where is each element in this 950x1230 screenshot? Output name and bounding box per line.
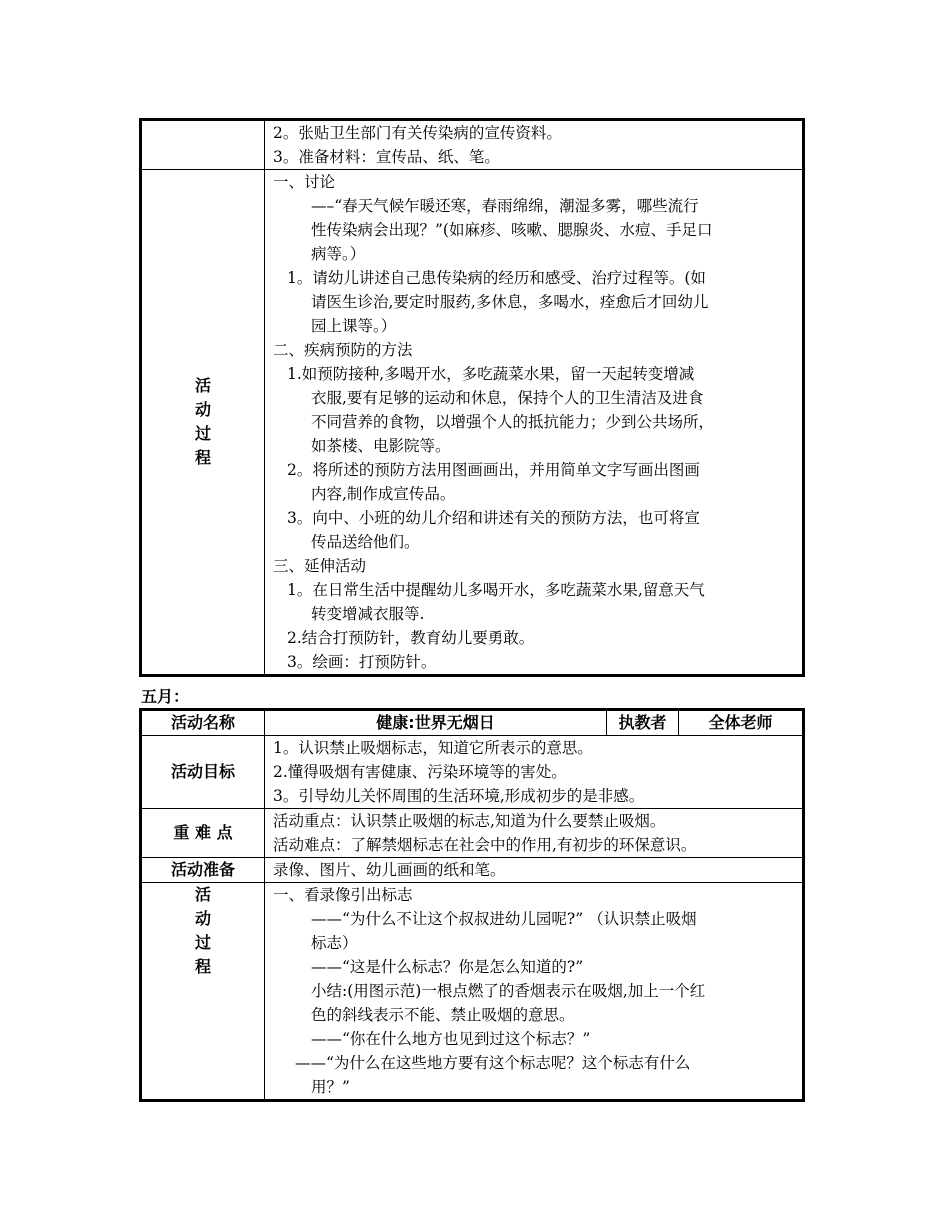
activity-name-label: 活动名称 (141, 710, 265, 736)
key-content (265, 809, 804, 858)
prep-value: 录像、图片、幼儿画画的纸和笔。 (265, 858, 804, 883)
process-line: ——“这是什么标志？你是怎么知道的?” (311, 958, 584, 976)
process-line: 性传染病会出现？”(如麻疹、咳嗽、腮腺炎、水痘、手足口 (311, 221, 713, 239)
name-row (141, 710, 804, 736)
process-line: ——“你在什么地方也见到过这个标志？” (311, 1030, 591, 1048)
process-line: 请医生诊治,要定时服药,多休息，多喝水，痊愈后才回幼儿 (311, 293, 709, 311)
activity-table-continued (139, 118, 805, 677)
process-line: 1。请幼儿讲述自己患传染病的经历和感受、治疗过程等。(如 (287, 269, 706, 287)
process-line: —–“春天气候乍暖还寒，春雨绵绵，潮湿多雾，哪些流行 (311, 197, 699, 215)
goal-content (265, 736, 804, 809)
process-line: 2。将所述的预防方法用图画画出，并用简单文字写画出图画 (287, 461, 700, 479)
teacher-value: 全体老师 (679, 710, 804, 736)
process-line: 二、疾病预防的方法 (273, 341, 413, 359)
process-line: 内容,制作成宣传品。 (311, 485, 456, 503)
activity-table-may (139, 708, 805, 1102)
process-line: 病等。） (311, 245, 366, 263)
goal-row (141, 736, 804, 809)
process-line: 衣服,要有足够的运动和休息，保持个人的卫生清洁及进食 (311, 389, 704, 407)
key-line: 活动难点：了解禁烟标志在社会中的作用,有初步的环保意识。 (273, 836, 697, 854)
teacher-label: 执教者 (607, 710, 679, 736)
prep-line: 3。准备材料：宣传品、纸、笔。 (273, 148, 500, 166)
process-line: ——“为什么不让这个叔叔进幼儿园呢?” （认识禁止吸烟 (311, 910, 697, 928)
prep-row (141, 858, 804, 883)
process-line: 标志） (311, 934, 358, 952)
process-row (141, 170, 804, 676)
goal-line: 1。认识禁止吸烟标志，知道它所表示的意思。 (273, 739, 593, 757)
prep-row (141, 120, 804, 170)
process-line: 一、讨论 (273, 173, 336, 191)
process-line: 色的斜线表示不能、禁止吸烟的意思。 (311, 1006, 575, 1024)
process-line: 一、看录像引出标志 (273, 886, 413, 904)
key-label: 重 难 点 (141, 809, 265, 858)
process-content (265, 170, 804, 676)
prep-line: 2。张贴卫生部门有关传染病的宣传资料。 (273, 124, 562, 142)
process-line: 3。向中、小班的幼儿介绍和讲述有关的预防方法，也可将宣 (287, 509, 700, 527)
prep-content (265, 120, 804, 170)
process-line: 1.如预防接种,多喝开水，多吃蔬菜水果，留一天起转变增减 (287, 365, 695, 383)
process-label: 活 动 过 程 (141, 883, 265, 1101)
prep-label-cell (141, 120, 265, 170)
process-line: 2.结合打预防针，教育幼儿要勇敢。 (287, 629, 535, 647)
goal-line: 2.懂得吸烟有害健康、污染环境等的害处。 (273, 763, 567, 781)
process-line: 三、延伸活动 (273, 557, 367, 575)
process-line: 小结:(用图示范)一根点燃了的香烟表示在吸烟,加上一个红 (311, 982, 706, 1000)
process-line: 如茶楼、电影院等。 (311, 437, 451, 455)
key-row (141, 809, 804, 858)
prep-label: 活动准备 (141, 858, 265, 883)
activity-name-value: 健康:世界无烟日 (265, 710, 607, 736)
process-line: 转变增减衣服等. (311, 605, 425, 623)
goal-line: 3。引导幼儿关怀周围的生活环境,形成初步的是非感。 (273, 787, 645, 805)
process-line: 1。在日常生活中提醒幼儿多喝开水，多吃蔬菜水果,留意天气 (287, 581, 705, 599)
process-row (141, 883, 804, 1101)
process-line: 传品送给他们。 (311, 533, 420, 551)
process-content (265, 883, 804, 1101)
process-line: 园上课等。） (311, 317, 397, 335)
key-line: 活动重点：认识禁止吸烟的标志,知道为什么要禁止吸烟。 (273, 812, 666, 830)
month-heading: 五月： (141, 687, 190, 706)
process-line: 不同营养的食物，以增强个人的抵抗能力；少到公共场所， (311, 413, 715, 431)
process-line: 3。绘画：打预防针。 (287, 653, 437, 671)
process-label: 活 动 过 程 (141, 170, 265, 676)
goal-label: 活动目标 (141, 736, 265, 809)
process-line: ——“为什么在这些地方要有这个标志呢？这个标志有什么 (295, 1054, 691, 1072)
process-line: 用？” (311, 1078, 350, 1096)
